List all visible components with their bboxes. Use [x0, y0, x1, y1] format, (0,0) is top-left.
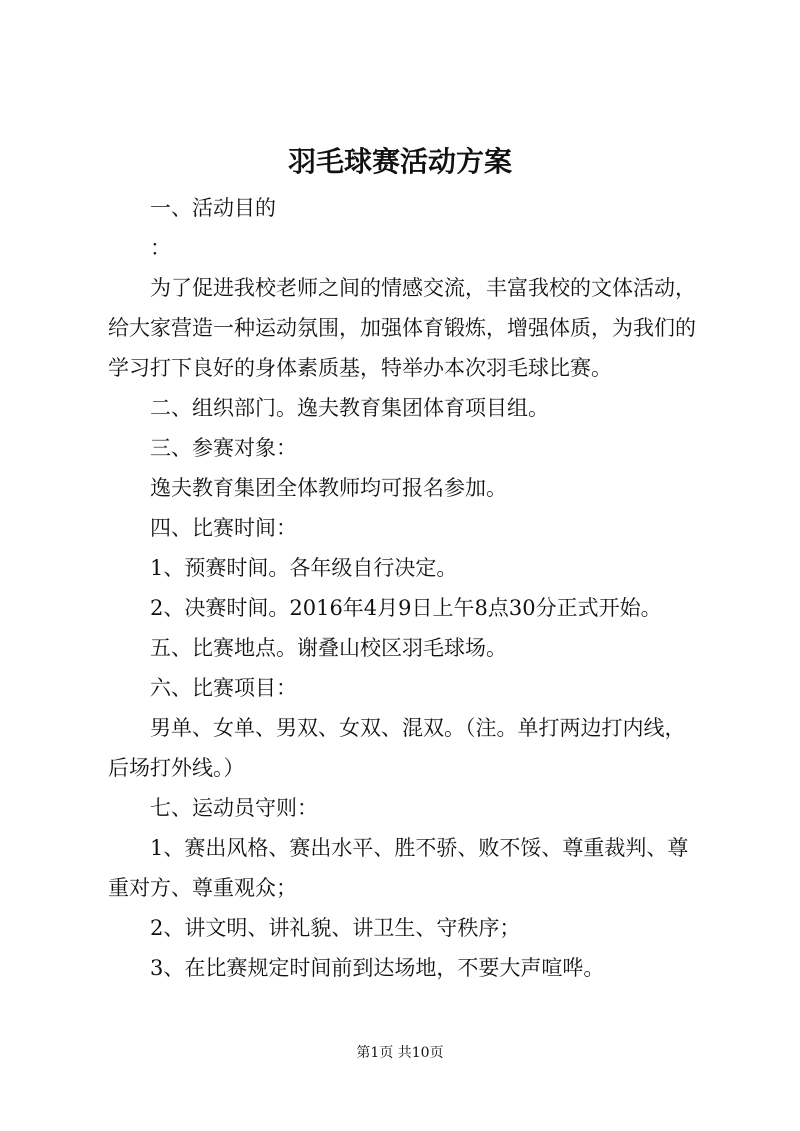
participants-text: 逸夫教育集团全体教师均可报名参加。	[150, 476, 507, 500]
colon-line: ：	[150, 236, 171, 260]
rule-1-line-2: 重对方、尊重观众；	[108, 876, 297, 900]
purpose-paragraph-line-2: 给大家营造一种运动氛围，加强体育锻炼，增强体质，为我们的	[108, 316, 696, 340]
purpose-paragraph-line-1: 为了促进我校老师之间的情感交流，丰富我校的文体活动，	[150, 276, 696, 300]
preliminary-time: 1、预赛时间。各年级自行决定。	[150, 556, 458, 580]
section-heading-rules: 七、运动员守则：	[150, 796, 318, 820]
section-heading-organizer: 二、组织部门。逸夫教育集团体育项目组。	[150, 396, 549, 420]
document-title: 羽毛球赛活动方案	[287, 145, 512, 178]
final-time: 2、决赛时间。2016年4月9日上午8点30分正式开始。	[150, 596, 662, 620]
rule-2: 2、讲文明、讲礼貌、讲卫生、守秩序；	[150, 916, 521, 940]
section-heading-participants: 三、参赛对象：	[150, 436, 297, 460]
page-footer: 第1页 共10页	[356, 1045, 444, 1061]
events-line-2: 后场打外线。）	[108, 756, 245, 780]
events-line-1: 男单、女单、男双、女双、混双。（注。单打两边打内线，	[150, 716, 686, 740]
section-heading-venue: 五、比赛地点。谢叠山校区羽毛球场。	[150, 636, 507, 660]
purpose-paragraph-line-3: 学习打下良好的身体素质基，特举办本次羽毛球比赛。	[108, 356, 612, 380]
rule-3: 3、在比赛规定时间前到达场地，不要大声喧哗。	[150, 956, 605, 980]
section-heading-purpose: 一、活动目的	[150, 196, 276, 220]
rule-1-line-1: 1、赛出风格、赛出水平、胜不骄、败不馁、尊重裁判、尊	[150, 836, 689, 860]
section-heading-time: 四、比赛时间：	[150, 516, 297, 540]
section-heading-events: 六、比赛项目：	[150, 676, 297, 700]
